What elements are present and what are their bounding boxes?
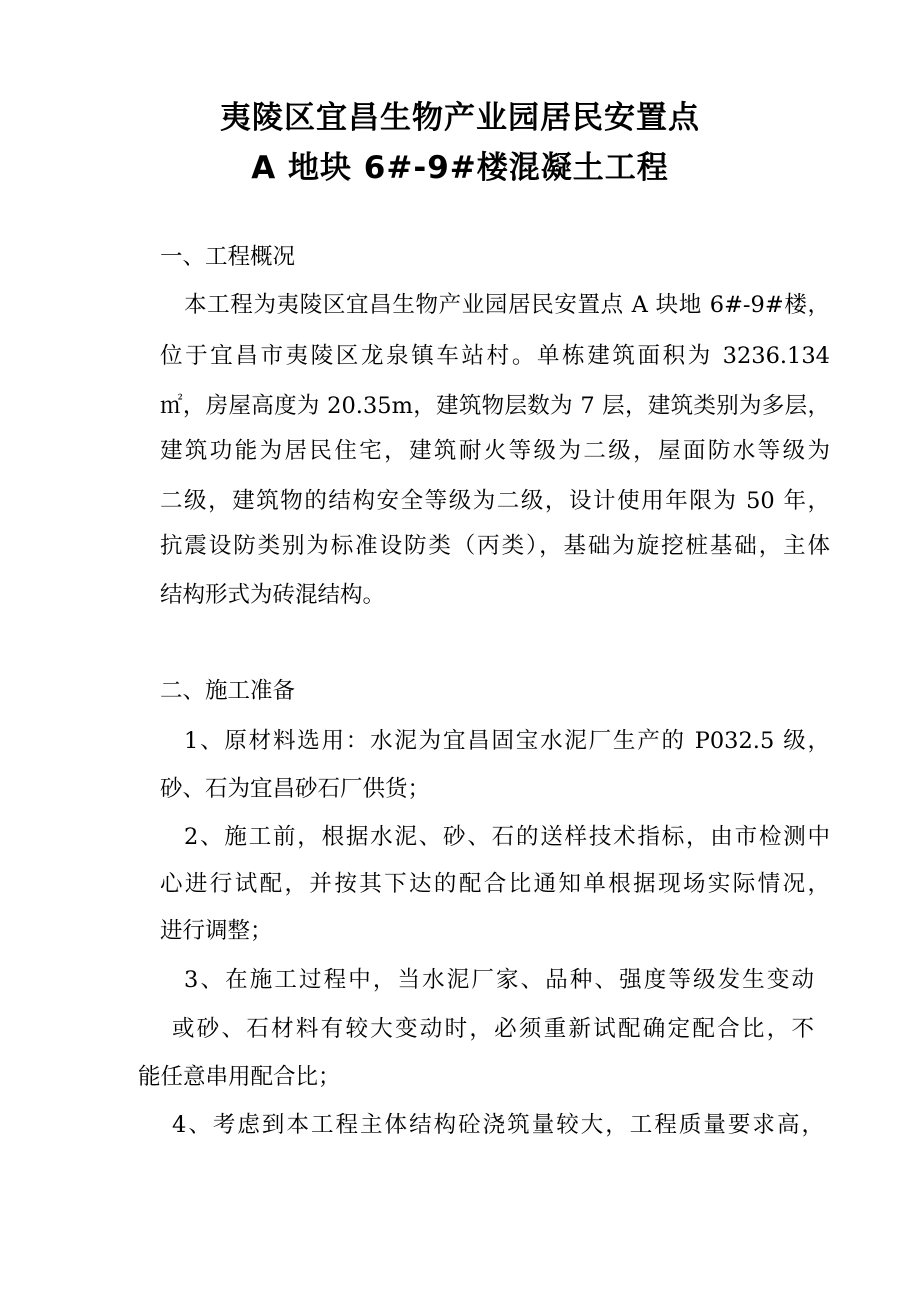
title-line-1: 夷陵区宜昌生物产业园居民安置点	[220, 100, 700, 136]
list-item-line: 能任意串用配合比；	[138, 1064, 341, 1090]
paragraph-line: ㎡，房屋高度为 20.35m，建筑物层数为 7 层，建筑类别为多层，	[160, 393, 830, 419]
paragraph-line: 结构形式为砖混结构。	[160, 582, 386, 608]
section-1-heading: 一、工程概况	[160, 244, 296, 270]
list-item-line: 进行调整；	[160, 918, 273, 944]
paragraph-line: 位于宜昌市夷陵区龙泉镇车站村。单栋建筑面积为 3236.134	[160, 343, 830, 369]
paragraph-line: 建筑功能为居民住宅，建筑耐火等级为二级，屋面防水等级为	[160, 438, 830, 464]
list-item-line: 1、原材料选用：水泥为宜昌固宝水泥厂生产的 P032.5 级，	[184, 728, 830, 754]
paragraph-line: 抗震设防类别为标准设防类（丙类），基础为旋挖桩基础，主体	[160, 533, 830, 559]
list-item-line: 砂、石为宜昌砂石厂供货；	[160, 776, 431, 802]
list-item-line: 心进行试配，并按其下达的配合比通知单根据现场实际情况，	[160, 871, 830, 897]
section-2-heading: 二、施工准备	[160, 678, 296, 704]
list-item-line: 或砂、石材料有较大变动时，必须重新试配确定配合比，不	[172, 1016, 814, 1042]
list-item-line: 2、施工前，根据水泥、砂、石的送样技术指标，由市检测中	[184, 824, 830, 850]
paragraph-line: 本工程为夷陵区宜昌生物产业园居民安置点 A 块地 6#-9#楼，	[184, 292, 830, 318]
list-item-line: 4、考虑到本工程主体结构砼浇筑量较大，工程质量要求高，	[172, 1112, 824, 1138]
list-item-line: 3、在施工过程中，当水泥厂家、品种、强度等级发生变动	[184, 967, 814, 993]
paragraph-line: 二级，建筑物的结构安全等级为二级，设计使用年限为 50 年，	[160, 488, 830, 514]
title-line-2: A 地块 6#-9#楼混凝土工程	[251, 150, 669, 186]
